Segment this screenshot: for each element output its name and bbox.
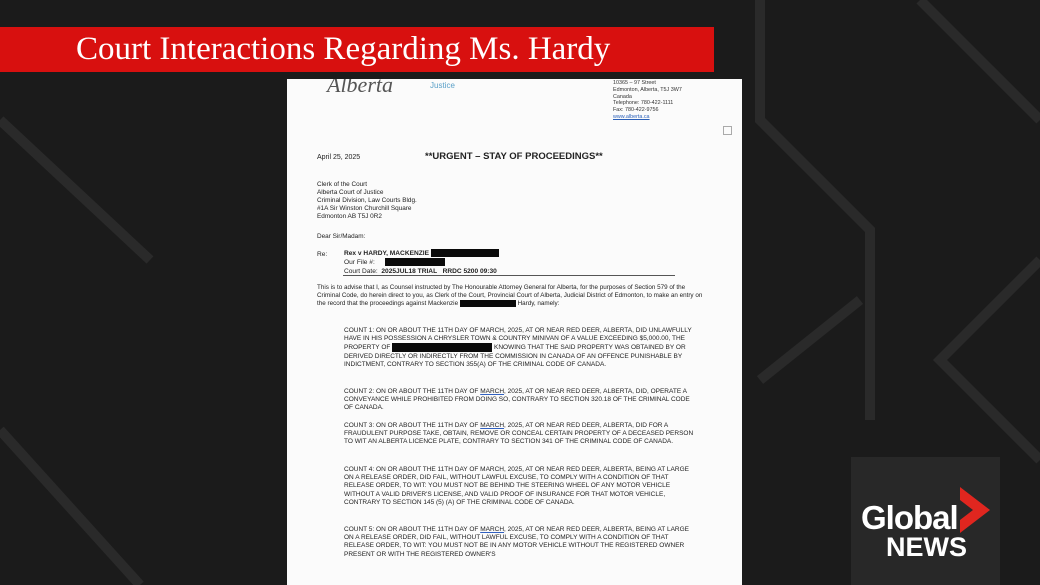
court-letter-document xyxy=(287,79,742,585)
checkbox-mark xyxy=(723,126,732,135)
redaction-bar xyxy=(385,258,445,266)
chevron-logo-icon xyxy=(960,487,990,533)
letter-subject: **URGENT – STAY OF PROCEEDINGS** xyxy=(425,151,603,162)
recipient-address: Clerk of the Court Alberta Court of Justice Criminal Division, Law Courts Bldg. #1A Sir Winston Churchill Square Edmonton AB T5J 0R2 xyxy=(317,181,417,220)
letter-date: April 25, 2025 xyxy=(317,154,361,161)
redaction-bar xyxy=(392,343,492,352)
redaction-bar xyxy=(431,249,499,257)
salutation: Dear Sir/Madam: xyxy=(317,233,366,240)
count-2: COUNT 2: ON OR ABOUT THE 11TH DAY OF MARCH, 2025, AT OR NEAR RED DEER, ALBERTA, DID, OPERATE A CONVEYANCE WHILE PROHIBITED FROM DOING SO, CONTRARY TO SECTION 320.18 OF THE CRIMINAL CODE OF CANADA. xyxy=(344,388,690,412)
sender-address: 10365 – 97 Street Edmonton, Alberta, T5J 3W7 Canada Telephone: 780-422-1111 Fax: 780-422-9756 www.alberta.ca xyxy=(613,80,682,120)
ministry-label: Justice xyxy=(430,81,455,90)
count-5: COUNT 5: ON OR ABOUT THE 11TH DAY OF MARCH, 2025, AT OR NEAR RED DEER, ALBERTA, BEING AT LARGE ON A RELEASE ORDER, DID FAIL, WITHOUT LAWFUL EXCUSE, TO COMPLY WITH A CONDITION OF THAT RELEASE ORDER, TO WIT: YOU MUST NOT BE IN ANY MOTOR VEHICLE WITHOUT THE REGISTERED OWNER PRESENT OR WITH THE REGISTERED OWNER'S xyxy=(344,526,689,558)
court-date-value: 2025JUL18 TRIAL xyxy=(381,267,438,275)
website-link[interactable]: www.alberta.ca xyxy=(613,113,650,120)
re-block xyxy=(344,249,499,276)
court-date-label: Court Date: xyxy=(344,267,378,275)
re-label: Re: xyxy=(317,251,328,258)
logo-news: NEWS xyxy=(886,532,967,562)
count-3: COUNT 3: ON OR ABOUT THE 11TH DAY OF MARCH, 2025, AT OR NEAR RED DEER, ALBERTA, DID FOR A FRAUDULENT PURPOSE TAKE, OBTAIN, REMOVE OR CONCEAL CERTAIN PROPERTY OF A DECEASED PERSON TO WIT AN ALBERTA LICENCE PLATE, CONTRARY TO SECTION 341 OF THE CRIMINAL CODE OF CANADA. xyxy=(344,422,694,446)
headline-banner: Court Interactions Regarding Ms. Hardy xyxy=(0,27,714,72)
logo-word: Global xyxy=(861,499,958,536)
redaction-bar xyxy=(460,300,516,307)
count-1: COUNT 1: ON OR ABOUT THE 11TH DAY OF MARCH, 2025, AT OR NEAR RED DEER, ALBERTA, DID UNLAWFULLY HAVE IN HIS POSSESSION A CHRYSLER TOWN & COUNTRY MINIVAN OF A VALUE EXCEEDING $5,000.00, THE PROPERTY OF KNOWING THAT THE SAID PROPERTY WAS OBTAINED BY OR DERIVED DIRECTLY OR INDIRECTLY FROM THE COMMISSION IN CANADA OF AN OFFENCE PUNISHABLE BY INDICTMENT, CONTRARY TO SECTION 355(A) OF THE CRIMINAL CODE OF CANADA. xyxy=(344,327,692,369)
alberta-logo: Alberta xyxy=(327,79,393,97)
case-name: Rex v HARDY, MACKENZIE xyxy=(344,249,430,257)
intro-paragraph: This is to advise that I, as Counsel instructed by The Honourable Attorney General for Alberta, for the purposes of Section 579 of the Criminal Code, do herein direct to you, as Clerk of the Court, Provincial Court of Alberta, Judicial District of Edmonton, to make an entry on the record that the proceedings against Mackenzie Hardy, namely: xyxy=(317,284,703,308)
count-4: COUNT 4: ON OR ABOUT THE 11TH DAY OF MARCH, 2025, AT OR NEAR RED DEER, ALBERTA, BEING AT LARGE ON A RELEASE ORDER, DID FAIL, WITHOUT LAWFUL EXCUSE, TO COMPLY WITH A CONDITION OF THAT RELEASE ORDER, TO WIT: YOU MUST NOT BE BEHIND THE STEERING WHEEL OF ANY MOTOR VEHICLE WITHOUT A VALID DRIVER'S LICENSE, AND VALID PROOF OF INSURANCE FOR THAT MOTOR VEHICLE, CONTRARY TO SECTION 145 (5) (A) OF THE CRIMINAL CODE OF CANADA. xyxy=(344,466,689,506)
global-news-logo xyxy=(851,457,1000,585)
file-label: Our File #: xyxy=(344,259,375,266)
court-room: RRDC 5200 09:30 xyxy=(442,267,497,275)
divider xyxy=(343,275,675,276)
